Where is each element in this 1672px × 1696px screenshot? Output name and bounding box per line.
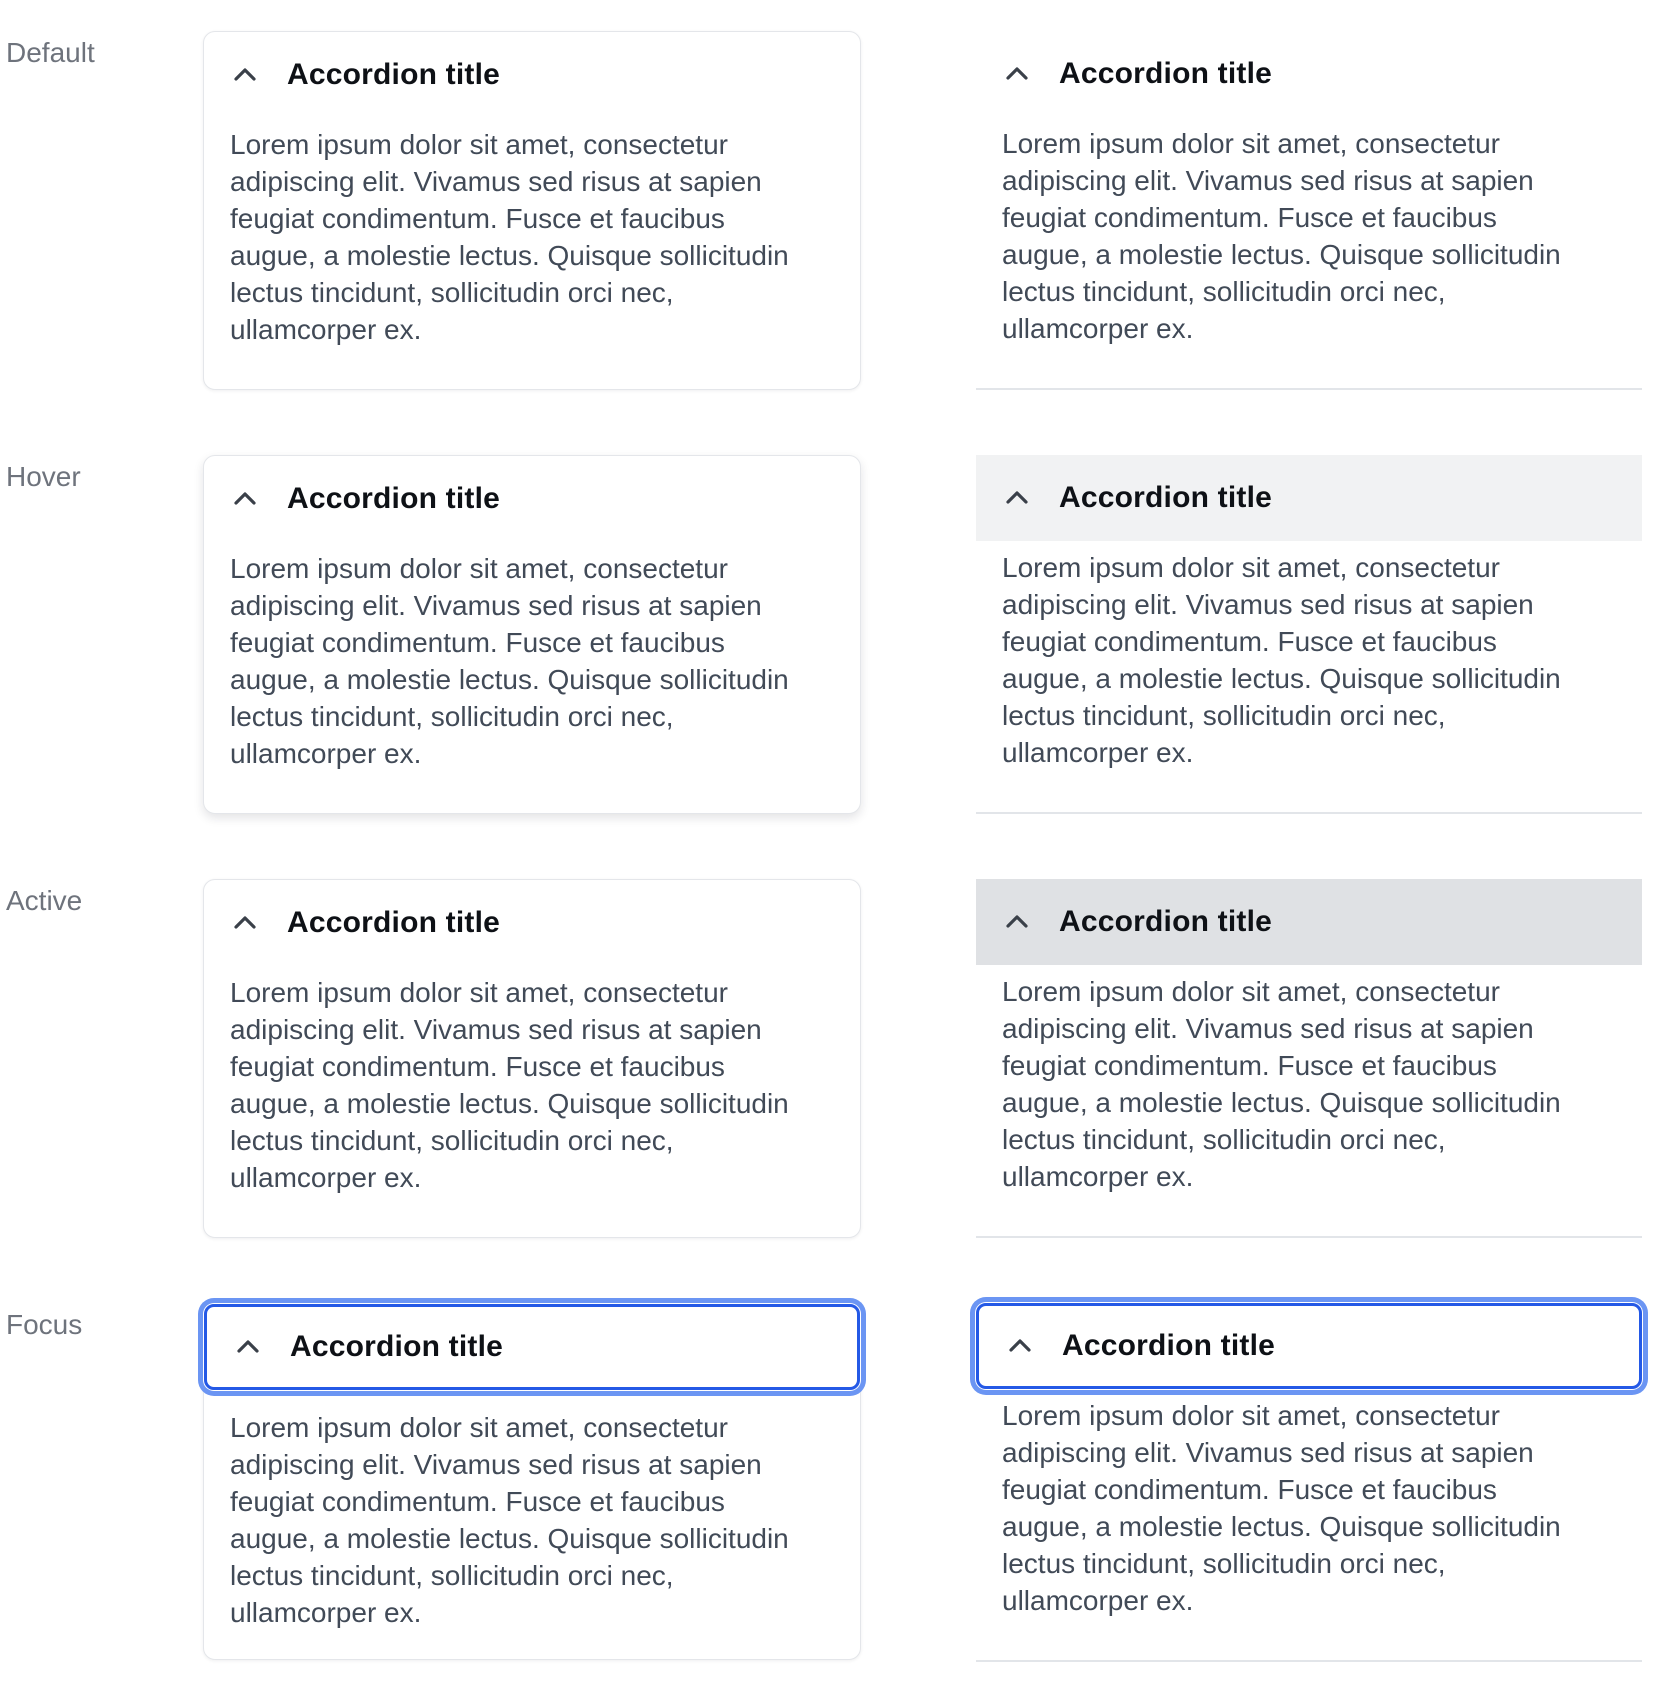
accordion-header[interactable] [204,1304,860,1390]
accordion-header[interactable] [204,32,860,118]
accordion-body: Lorem ipsum dolor sit amet, consectetur adipiscing elit. Vivamus sed risus at sapien feugiat condimentum. Fusce et faucibus augue, a molestie lectus. Quisque sollicitudin lectus tincidunt, sollicitudin orci nec, ullamcorper ex. [1002,976,1561,1192]
divider [976,812,1642,814]
accordion-title: Accordion title [287,482,501,515]
accordion-body: Lorem ipsum dolor sit amet, consectetur adipiscing elit. Vivamus sed risus at sapien feugiat condimentum. Fusce et faucibus augue, a molestie lectus. Quisque sollicitudin lectus tincidunt, sollicitudin orci nec, ullamcorper ex. [1002,128,1561,344]
chevron-up-icon [230,60,260,90]
accordion-header[interactable] [976,1303,1642,1389]
chevron-up-icon [230,908,260,938]
accordion-flat-hover [976,455,1642,814]
accordion-header[interactable] [204,456,860,542]
accordion-header[interactable] [976,455,1642,541]
chevron-up-icon [230,484,260,514]
divider [976,1660,1642,1662]
state-label-active: Active [6,885,83,916]
accordion-card-hover [203,455,861,814]
accordion-title: Accordion title [1059,57,1273,90]
accordion-title: Accordion title [287,58,501,91]
accordion-body: Lorem ipsum dolor sit amet, consectetur adipiscing elit. Vivamus sed risus at sapien feugiat condimentum. Fusce et faucibus augue, a molestie lectus. Quisque sollicitudin lectus tincidunt, sollicitudin orci nec, ullamcorper ex. [1002,552,1561,768]
chevron-up-icon [1002,483,1032,513]
accordion-header[interactable] [976,879,1642,965]
divider [976,388,1642,390]
accordion-body: Lorem ipsum dolor sit amet, consectetur adipiscing elit. Vivamus sed risus at sapien feugiat condimentum. Fusce et faucibus augue, a molestie lectus. Quisque sollicitudin lectus tincidunt, sollicitudin orci nec, ullamcorper ex. [230,553,789,769]
chevron-up-icon [1002,907,1032,937]
accordion-title: Accordion title [290,1330,504,1363]
chevron-up-icon [1002,59,1032,89]
accordion-card-focus [203,1303,861,1660]
accordion-body: Lorem ipsum dolor sit amet, consectetur adipiscing elit. Vivamus sed risus at sapien feugiat condimentum. Fusce et faucibus augue, a molestie lectus. Quisque sollicitudin lectus tincidunt, sollicitudin orci nec, ullamcorper ex. [1002,1400,1561,1616]
divider [976,1236,1642,1238]
chevron-up-icon [233,1332,263,1362]
accordion-title: Accordion title [1062,1329,1276,1362]
accordion-title: Accordion title [1059,905,1273,938]
state-label-hover: Hover [6,461,81,492]
state-label-focus: Focus [6,1309,83,1340]
accordion-body: Lorem ipsum dolor sit amet, consectetur adipiscing elit. Vivamus sed risus at sapien feugiat condimentum. Fusce et faucibus augue, a molestie lectus. Quisque sollicitudin lectus tincidunt, sollicitudin orci nec, ullamcorper ex. [230,129,789,345]
accordion-body: Lorem ipsum dolor sit amet, consectetur adipiscing elit. Vivamus sed risus at sapien feugiat condimentum. Fusce et faucibus augue, a molestie lectus. Quisque sollicitudin lectus tincidunt, sollicitudin orci nec, ullamcorper ex. [230,977,789,1193]
chevron-up-icon [1005,1331,1035,1361]
accordion-card-default [203,31,861,390]
accordion-card-active [203,879,861,1238]
accordion-header[interactable] [976,31,1642,117]
state-label-default: Default [6,37,95,68]
accordion-body: Lorem ipsum dolor sit amet, consectetur adipiscing elit. Vivamus sed risus at sapien feugiat condimentum. Fusce et faucibus augue, a molestie lectus. Quisque sollicitudin lectus tincidunt, sollicitudin orci nec, ullamcorper ex. [230,1412,789,1628]
accordion-flat-active [976,879,1642,1238]
accordion-title: Accordion title [1059,481,1273,514]
accordion-flat-focus [976,1303,1642,1662]
accordion-flat-default [976,31,1642,390]
accordion-header[interactable] [204,880,860,966]
accordion-title: Accordion title [287,906,501,939]
